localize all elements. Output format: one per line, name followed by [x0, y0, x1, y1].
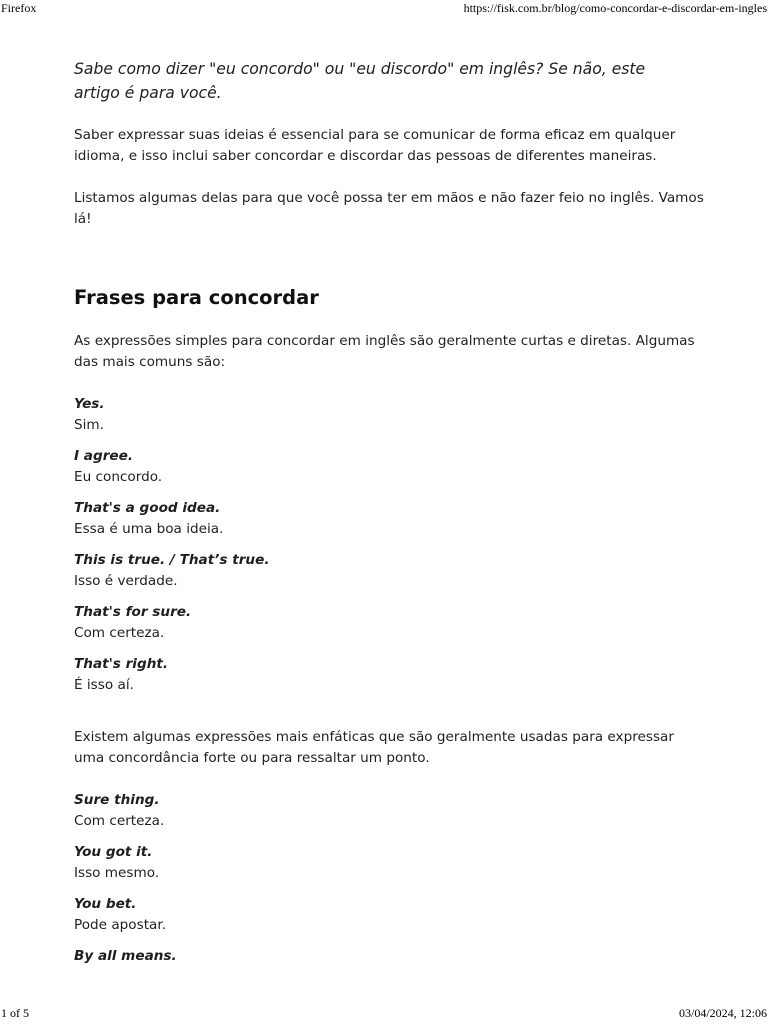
phrase-translation: Isso mesmo. [74, 865, 160, 881]
phrase-translation: Eu concordo. [74, 469, 163, 485]
phrase-translation: Com certeza. [74, 625, 165, 641]
phrase-item [74, 446, 704, 488]
phrase-item [74, 394, 704, 436]
phrase-english: Yes. [74, 396, 105, 412]
phrase-translation: Essa é uma boa ideia. [74, 521, 224, 537]
phrase-item [74, 946, 704, 967]
phrase-translation: Pode apostar. [74, 917, 167, 933]
phrase-item [74, 790, 704, 832]
paragraph-1: Saber expressar suas ideias é essencial para se comunicar de forma eficaz em qualquer idioma, e isso inclui saber concordar e discordar das pessoas de diferentes maneiras. [74, 127, 676, 164]
browser-name: Firefox [1, 1, 37, 15]
section-intro: As expressões simples para concordar em inglês são geralmente curtas e diretas. Algumas das mais comuns são: [74, 333, 695, 370]
phrase-english: That's a good idea. [74, 500, 221, 516]
phrase-english: Sure thing. [74, 792, 160, 808]
article-body [74, 57, 704, 977]
section-spacer [74, 706, 704, 727]
phrase-translation: Isso é verdade. [74, 573, 178, 589]
phrase-item [74, 602, 704, 644]
phrase-english: This is true. / That’s true. [74, 552, 270, 568]
page-url[interactable]: https://fisk.com.br/blog/como-concordar-e-discordar-em-ingles [463, 1, 767, 15]
simple-phrases-list [74, 394, 704, 696]
phrase-english: I agree. [74, 448, 134, 464]
phrase-english: By all means. [74, 948, 177, 964]
phrase-english: That's for sure. [74, 604, 192, 620]
phrase-translation: Com certeza. [74, 813, 165, 829]
print-datetime: 03/04/2024, 12:06 [678, 1006, 767, 1020]
phrase-english: You got it. [74, 844, 153, 860]
phrase-translation: Sim. [74, 417, 104, 433]
phrase-item [74, 498, 704, 540]
phrase-english: That's right. [74, 656, 169, 672]
phrase-translation: É isso aí. [74, 677, 134, 693]
section-heading: Frases para concordar [74, 286, 319, 309]
phrase-english: You bet. [74, 896, 137, 912]
phrase-item [74, 842, 704, 884]
print-header [0, 0, 768, 18]
phrase-item [74, 654, 704, 696]
paragraph-2: Listamos algumas delas para que você possa ter em mãos e não fazer feio no inglês. Vamos lá! [74, 190, 704, 227]
article-intro: Sabe como dizer "eu concordo" ou "eu discordo" em inglês? Se não, este artigo é para você. [74, 60, 646, 102]
phrase-item [74, 894, 704, 936]
emphatic-phrases-list [74, 790, 704, 967]
phrase-item [74, 550, 704, 592]
print-footer [0, 1006, 768, 1024]
emphatic-intro: Existem algumas expressões mais enfáticas que são geralmente usadas para expressar uma concordância forte ou para ressaltar um ponto. [74, 729, 674, 766]
page-counter: 1 of 5 [1, 1006, 29, 1020]
